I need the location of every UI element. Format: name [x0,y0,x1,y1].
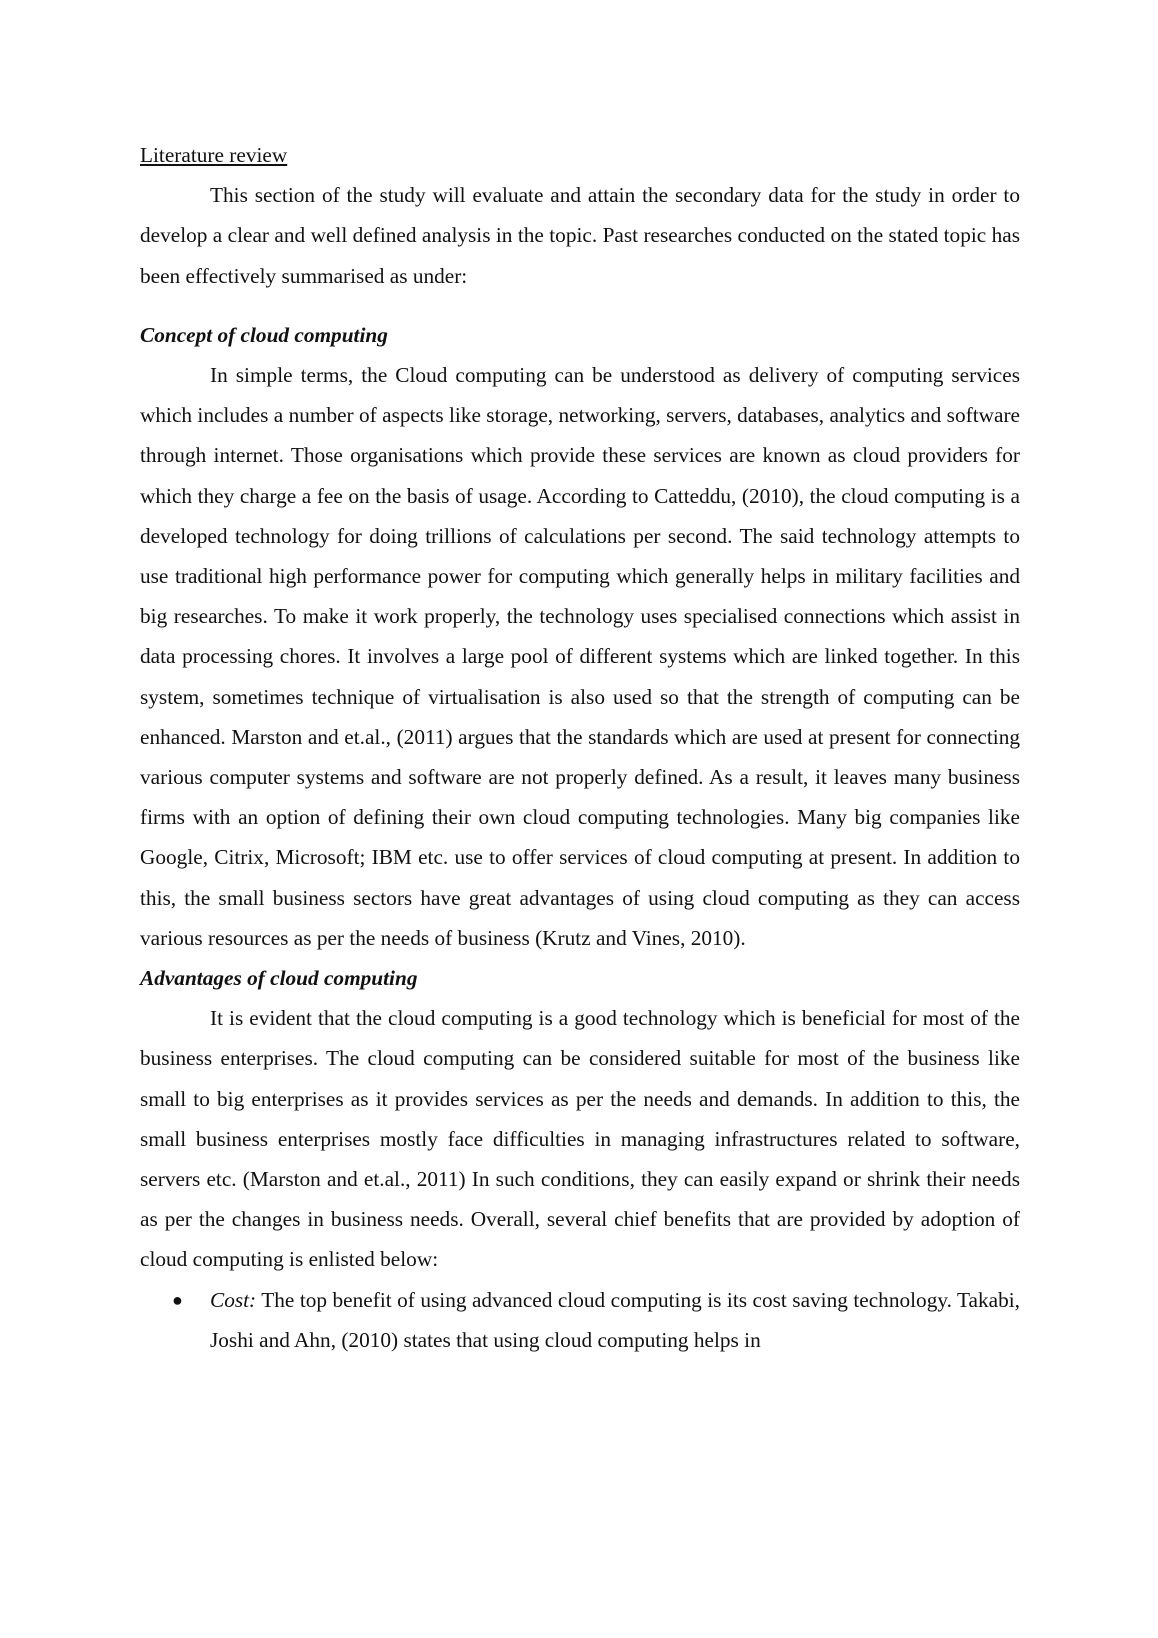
section-title: Literature review [140,143,288,167]
benefits-list [140,1280,1020,1360]
list-item [172,1280,1020,1360]
bullet-term: Cost: [210,1287,257,1312]
bullet-text: The top benefit of using advanced cloud computing is its cost saving technology. Takabi, Joshi and Ahn, (2010) states that using cloud computing helps in [210,1287,1020,1352]
advantages-paragraph: It is evident that the cloud computing is a good technology which is beneficial for most of the business enterprises. The cloud computing can be considered suitable for most of the business like small to big enterprises as it provides services as per the needs and demands. In addition to this, the small business enterprises mostly face difficulties in managing infrastructures related to software, servers etc. (Marston and et.al., 2011) In such conditions, they can easily expand or shrink their needs as per the changes in business needs. Overall, several chief benefits that are provided by adoption of cloud computing is enlisted below: [140,1006,1020,1272]
concept-heading: Concept of cloud computing [140,322,388,347]
concept-paragraph: In simple terms, the Cloud computing can be understood as delivery of computing services which includes a number of aspects like storage, networking, servers, databases, analytics and software through internet. Those organisations which provide these services are known as cloud providers for which they charge a fee on the basis of usage. According to Catteddu, (2010), the cloud computing is a developed technology for doing trillions of calculations per second. The said technology attempts to use traditional high performance power for computing which generally helps in military facilities and big researches. To make it work properly, the technology uses specialised connections which assist in data processing chores. It involves a large pool of different systems which are linked together. In this system, sometimes technique of virtualisation is also used so that the strength of computing can be enhanced. Marston and et.al., (2011) argues that the standards which are used at present for connecting various computer systems and software are not properly defined. As a result, it leaves many business firms with an option of defining their own cloud computing technologies. Many big companies like Google, Citrix, Microsoft; IBM etc. use to offer services of cloud computing at present. In addition to this, the small business sectors have great advantages of using cloud computing as they can access various resources as per the needs of business (Krutz and Vines, 2010). [140,363,1020,950]
intro-paragraph: This section of the study will evaluate and attain the secondary data for the study in order to develop a clear and well defined analysis in the topic. Past researches conducted on the stated topic has been effectively summarised as under: [140,183,1020,288]
bullet-icon: ● [172,1289,183,1310]
page-content [140,135,1020,1360]
advantages-heading: Advantages of cloud computing [140,966,418,991]
